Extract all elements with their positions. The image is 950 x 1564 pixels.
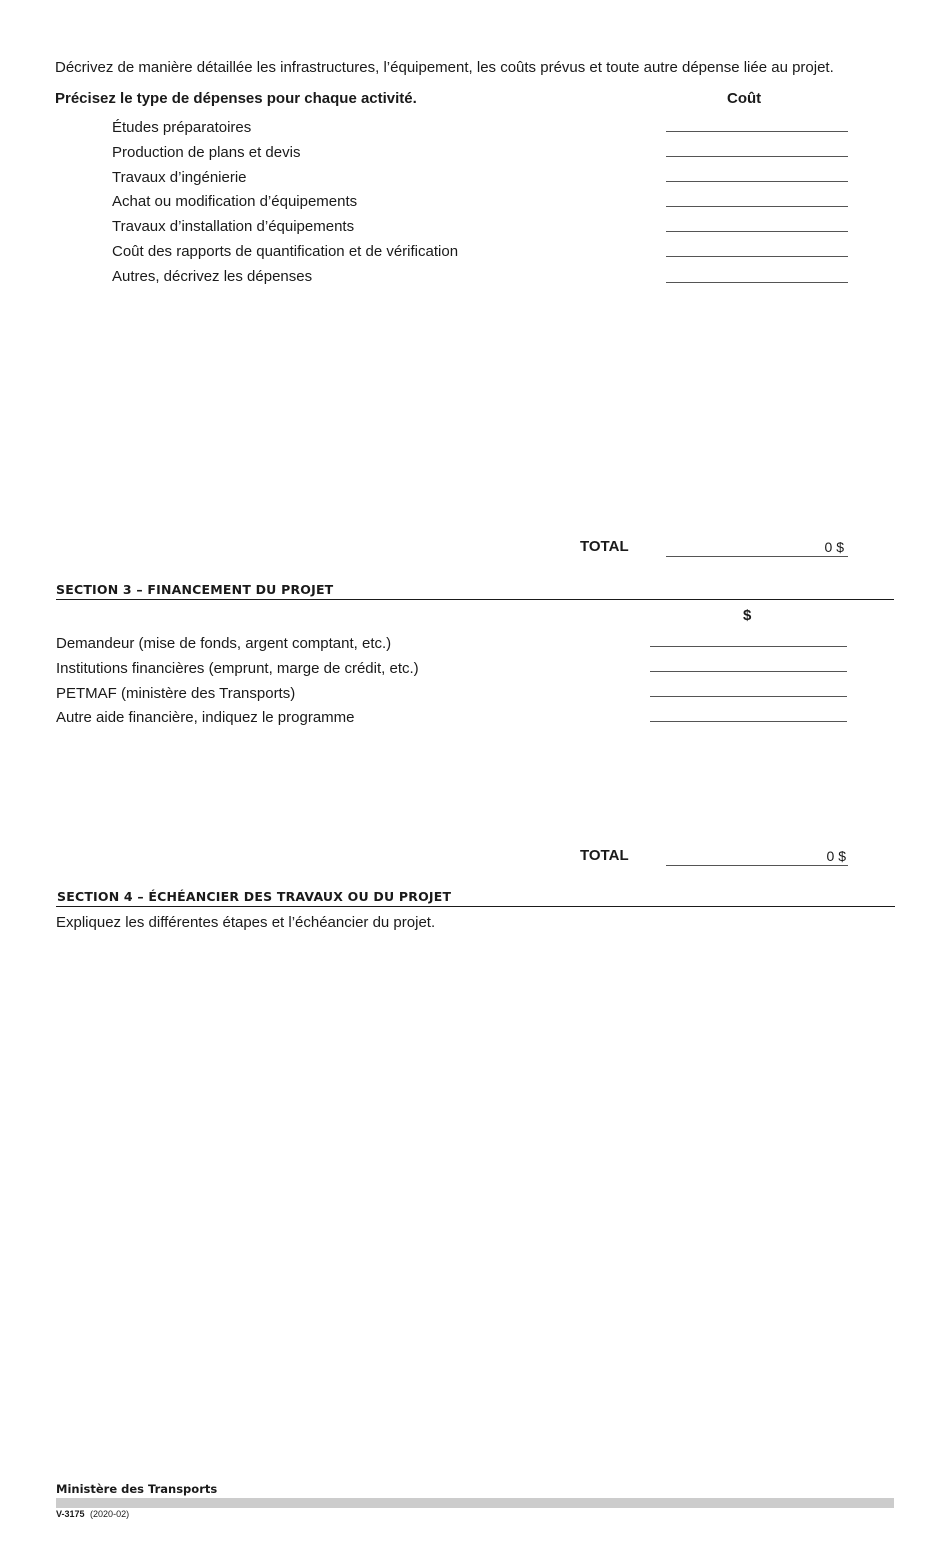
funding-total-value: 0 $ — [826, 848, 846, 864]
other-expenses-description[interactable] — [112, 290, 846, 524]
funding-field-demandeur[interactable] — [650, 629, 847, 647]
expense-item-ingenierie: Travaux d’ingénierie — [112, 169, 247, 186]
cost-field-plans[interactable] — [666, 139, 848, 157]
section3-rule — [56, 599, 894, 600]
section4-title: SECTION 4 – ÉCHÉANCIER DES TRAVAUX OU DU PROJET — [57, 889, 452, 904]
cost-field-ingenierie[interactable] — [666, 164, 848, 182]
expense-item-etudes: Études préparatoires — [112, 119, 252, 136]
funding-field-autre[interactable] — [650, 704, 847, 722]
footer-form-code: V-3175 — [56, 1509, 85, 1519]
amount-column-header: $ — [743, 607, 752, 624]
other-funding-program[interactable] — [56, 730, 850, 834]
footer-form-id — [56, 1509, 129, 1519]
cost-field-achat[interactable] — [666, 189, 848, 207]
schedule-description[interactable] — [56, 940, 898, 1464]
expense-item-achat: Achat ou modification d’équipements — [112, 193, 358, 210]
cost-field-rapports[interactable] — [666, 239, 848, 257]
expense-item-installation: Travaux d’installation d’équipements — [112, 218, 355, 235]
funding-field-petmaf[interactable] — [650, 679, 847, 697]
expense-item-rapports: Coût des rapports de quantification et de vérification — [112, 243, 459, 260]
footer-form-date: (2020-02) — [90, 1509, 130, 1519]
footer-ministry: Ministère des Transports — [56, 1482, 218, 1496]
funding-field-institutions[interactable] — [650, 654, 847, 672]
section3-title: SECTION 3 – FINANCEMENT DU PROJET — [56, 582, 334, 597]
intro-text: Décrivez de manière détaillée les infrastructures, l’équipement, les coûts prévus et toute autre dépense liée au projet. — [55, 59, 834, 76]
funding-item-institutions: Institutions financières (emprunt, marge de crédit, etc.) — [56, 660, 419, 677]
expense-item-autres: Autres, décrivez les dépenses — [112, 268, 313, 285]
expenses-total-label: TOTAL — [580, 538, 629, 555]
expense-item-plans: Production de plans et devis — [112, 144, 301, 161]
footer-bar — [56, 1498, 894, 1508]
funding-item-petmaf: PETMAF (ministère des Transports) — [56, 685, 296, 702]
expenses-total-value: 0 $ — [824, 539, 844, 555]
cost-field-installation[interactable] — [666, 214, 848, 232]
cost-column-header: Coût — [727, 90, 762, 107]
funding-total-label: TOTAL — [580, 847, 629, 864]
cost-field-etudes[interactable] — [666, 114, 848, 132]
funding-item-demandeur: Demandeur (mise de fonds, argent comptant, etc.) — [56, 635, 392, 652]
funding-item-autre: Autre aide financière, indiquez le programme — [56, 709, 355, 726]
funding-total-underline — [666, 865, 848, 866]
expenses-heading: Précisez le type de dépenses pour chaque activité. — [55, 90, 417, 107]
section4-instruction: Expliquez les différentes étapes et l’échéancier du projet. — [56, 914, 436, 931]
cost-field-autres[interactable] — [666, 265, 848, 283]
expenses-total-underline — [666, 556, 848, 557]
section4-rule — [56, 906, 895, 907]
